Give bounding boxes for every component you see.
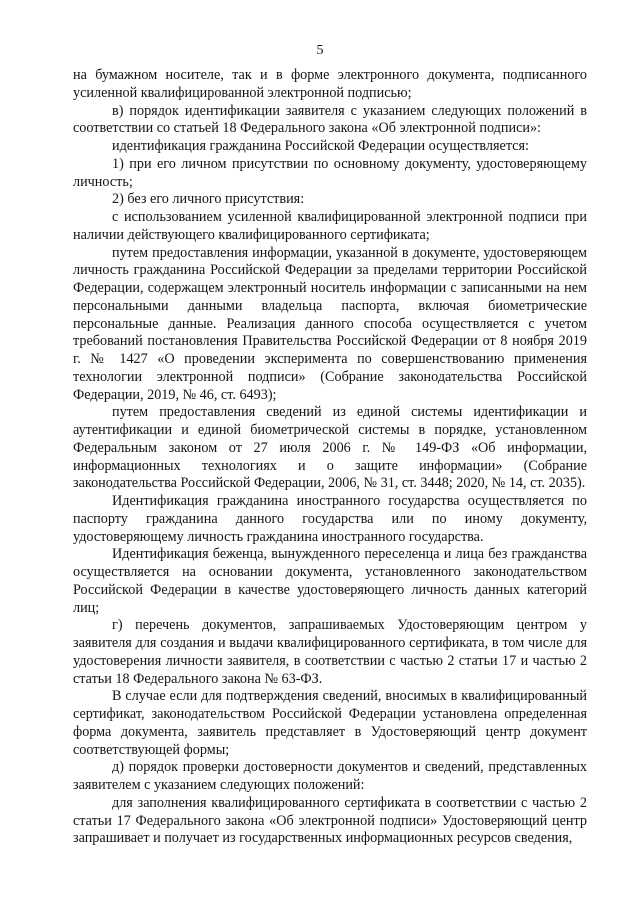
paragraph-item-v: в) порядок идентификации заявителя с указанием следующих положений в соответствии со статьей 18 Федерального закона «Об электронной подписи»:	[73, 102, 587, 137]
document-body	[73, 67, 587, 848]
paragraph-continuation: на бумажном носителе, так и в форме электронного документа, подписанного усиленной квалифицированной электронной подписью;	[73, 67, 587, 101]
paragraph-item-g: г) перечень документов, запрашиваемых Удостоверяющим центром у заявителя для создания и выдачи квалифицированного сертификата, в том числе для удостоверения личности заявителя, в соответствии с частью 2 статьи 17 и частью 2 статьи 18 Федерального закона № 63-ФЗ.	[73, 617, 587, 687]
paragraph-identification-citizen: идентификация гражданина Российской Федерации осуществляется:	[112, 138, 529, 154]
paragraph-refugee: Идентификация беженца, вынужденного переселенца и лица без гражданства осуществляется на основании документа, установленного законодательством Российской Федерации в качестве удостоверяющего личность данных категорий лиц;	[73, 546, 587, 616]
paragraph-electronic-signature: с использованием усиленной квалифицированной электронной подписи при наличии действующего квалифицированного сертификата;	[73, 209, 587, 243]
paragraph-personal-presence: 1) при его личном присутствии по основному документу, удостоверяющему личность;	[73, 155, 587, 190]
paragraph-biometric-system: путем предоставления сведений из единой системы идентификации и аутентификации и единой биометрической системы в порядке, установленном Федеральным законом от 27 июля 2006 г. № 149-ФЗ «Об информации, информационных технологиях и о защите информации» (Собрание законодательства Российской Федерации, 2006, № 31, ст. 3448; 2020, № 14, ст. 2035).	[73, 404, 587, 492]
paragraph-passport-info: путем предоставления информации, указанной в документе, удостоверяющем личность гражданина Российской Федерации за пределами территории Российской Федерации, содержащем электронный носитель информации с записанными на нем персональными данными владельца паспорта, включая биометрические персональные данные. Реализация данного способа осуществляется с учетом требований постановления Правительства Российской Федерации от 8 ноября 2019 г. № 1427 «О проведении эксперимента по совершенствованию применения технологии электронной подписи» (Собрание законодательства Российской Федерации, 2019, № 46, ст. 6493);	[73, 244, 587, 403]
paragraph-document-form: В случае если для подтверждения сведений, вносимых в квалифицированный сертификат, законодательством Российской Федерации установлена определенная форма документа, заявитель представляет в Удостоверяющий центр документ соответствующей формы;	[73, 688, 587, 758]
page-number: 5	[316, 43, 324, 58]
paragraph-item-d: д) порядок проверки достоверности документов и сведений, представленных заявителем с указанием следующих положений:	[73, 759, 587, 793]
paragraph-foreign-citizen: Идентификация гражданина иностранного государства осуществляется по паспорту гражданина данного государства или по иному документу, удостоверяющему личность гражданина иностранного государства.	[73, 493, 587, 545]
paragraph-certificate-fill: для заполнения квалифицированного сертификата в соответствии с частью 2 статьи 17 Федерального закона «Об электронной подписи» Удостоверяющий центр запрашивает и получает из государственных информационных ресурсов сведения,	[73, 794, 587, 847]
paragraph-remote-presence: 2) без его личного присутствия:	[112, 191, 305, 208]
